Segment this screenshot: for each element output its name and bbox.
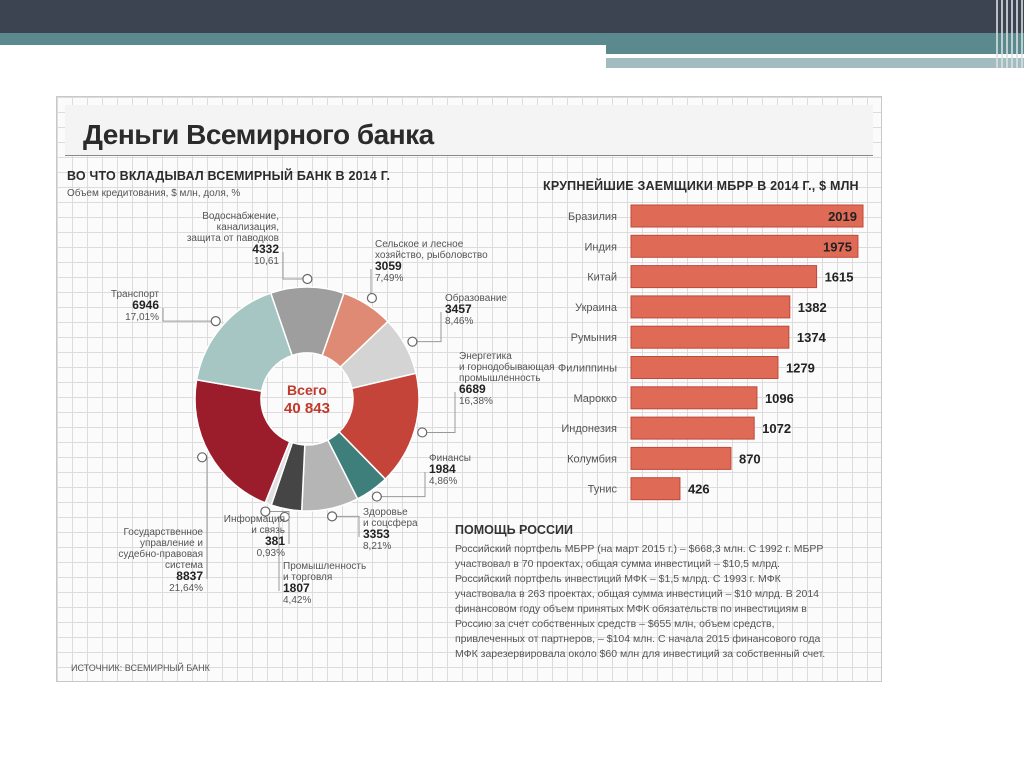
slice-label: Водоснабжение,: [202, 211, 279, 222]
slice-share: 4,42%: [283, 595, 312, 606]
bar-value-label: 426: [687, 481, 710, 497]
slice-value: 8837: [176, 569, 203, 583]
slide-accent-bar: [0, 33, 1024, 45]
slice-share: 0,93%: [256, 548, 285, 559]
slice-label: Государственное: [123, 527, 203, 538]
slice-share: 8,46%: [445, 316, 474, 327]
slice-value: 4332: [252, 242, 279, 256]
slice-value: 3059: [375, 259, 402, 273]
leader-line: [422, 392, 455, 432]
slice-label: Информация: [223, 514, 285, 525]
donut-center-label: Всего: [287, 382, 327, 398]
leader-line: [283, 252, 307, 279]
slice-value: 6946: [132, 298, 159, 312]
leader-dot: [303, 275, 312, 284]
bar-category-label: Марокко: [573, 392, 617, 405]
slice-value: 3457: [445, 302, 472, 316]
bar-category-label: Китай: [587, 271, 617, 284]
slice-share: 17,01%: [125, 312, 159, 323]
slice-label: хозяйство, рыболовство: [375, 250, 488, 261]
bar: [631, 417, 754, 439]
russia-help-line: участвовал в 70 проектах, общая сумма инвестиций – $10,5 млрд.: [455, 558, 780, 570]
donut-center-value: 40 843: [284, 400, 330, 417]
bar-value-label: 1096: [764, 390, 794, 406]
bar-value-label: 1615: [824, 269, 854, 285]
bar-value-label: 1374: [796, 330, 826, 346]
pie-section-subheading: Объем кредитования, $ млн, доля, %: [67, 188, 241, 199]
bar: [631, 296, 790, 318]
pie-section-heading: ВО ЧТО ВКЛАДЫВАЛ ВСЕМИРНЫЙ БАНК В 2014 Г.: [67, 169, 391, 183]
russia-help-line: МФК зарезервировала около $60 млн для инвестиций за собственный счет.: [455, 648, 826, 660]
slide-accent-bar-right: [606, 45, 1024, 54]
slide-corner-stripes: [996, 0, 1024, 68]
slice-value: 6689: [459, 382, 486, 396]
russia-help-line: привлеченных от партнеров, – $104 млн. С начала 2015 финансового года: [455, 633, 821, 645]
russia-help-title: ПОМОЩЬ РОССИИ: [455, 523, 573, 537]
bar-category-label: Филиппины: [557, 362, 617, 375]
infographic-card: [56, 96, 882, 682]
slice-value: 1984: [429, 462, 456, 476]
slice-label: Финансы: [429, 453, 471, 464]
slice-label: и торговля: [283, 572, 333, 583]
bar-category-label: Колумбия: [567, 453, 617, 466]
bar-category-label: Индия: [584, 241, 617, 254]
slice-label: Сельское и лесное: [375, 239, 464, 250]
slice-share: 10,61: [253, 256, 279, 267]
bar-value-label: 2019: [828, 209, 857, 224]
bar-section-heading: КРУПНЕЙШИЕ ЗАЕМЩИКИ МБРР В 2014 Г., $ МЛН: [543, 179, 859, 193]
slice-value: 3353: [363, 527, 390, 541]
bar: [631, 357, 778, 379]
bar-value-label: 870: [738, 451, 761, 467]
slice-label: система: [164, 560, 203, 571]
slice-label: Образование: [445, 293, 507, 304]
slice-label: и горнодобывающая: [459, 362, 555, 373]
leader-dot: [418, 428, 427, 437]
bar-value-label: 1279: [785, 360, 815, 376]
bar-value-label: 1975: [823, 239, 852, 255]
leader-line: [412, 312, 441, 342]
bar: [631, 326, 789, 348]
bar-value-label: 1382: [797, 299, 827, 315]
slide-top-bar: [0, 0, 1024, 33]
slice-label: судебно-правовая: [118, 549, 203, 560]
slice-label: защита от паводков: [186, 233, 279, 244]
borrowers-bar-chart: [527, 201, 877, 517]
slice-value: 381: [264, 534, 285, 548]
leader-dot: [328, 512, 337, 521]
slice-label: и связь: [251, 525, 285, 536]
bar-category-label: Тунис: [587, 483, 617, 496]
slice-share: 21,64%: [169, 583, 203, 594]
slice-label: управление и: [139, 538, 203, 549]
slice-label: Энергетика: [459, 351, 512, 362]
russia-help-line: Россию за счет собственных средств – $655 млн, объем средств,: [455, 618, 775, 630]
slice-label: канализация,: [216, 222, 279, 233]
russia-help-line: участвовала в 263 проектах, общая сумма инвестиций – $10 млрд. В 2014: [455, 588, 820, 600]
slice-share: 4,86%: [429, 476, 458, 487]
slice-label: и соцсфера: [363, 518, 418, 529]
russia-help-line: Российский портфель инвестиций МФК – $1,5 млрд. С 1993 г. МФК: [455, 573, 781, 585]
slice-label: Транспорт: [110, 289, 159, 300]
bar-category-label: Украина: [575, 301, 617, 314]
slice-label: Здоровье: [363, 507, 408, 518]
slice-share: 16,38%: [459, 396, 493, 407]
leader-dot: [408, 337, 417, 346]
slice-label: Промышленность: [283, 561, 367, 572]
bar: [631, 266, 817, 288]
bar-value-label: 1072: [762, 421, 792, 437]
leader-dot: [372, 492, 381, 501]
infographic-title: Деньги Всемирного банка: [83, 119, 434, 150]
russia-help-line: Российский портфель МБРР (на март 2015 г.) – $668,3 млн. С 1992 г. МБРР: [455, 543, 824, 555]
slice-share: 7,49%: [375, 273, 404, 284]
leader-dot: [367, 294, 376, 303]
bar-category-label: Бразилия: [567, 211, 617, 223]
russia-help-line: финансовом году объем принятых МФК обязательств по инвестициям в: [455, 603, 807, 615]
leader-dot: [198, 453, 207, 462]
bar: [631, 478, 680, 500]
bar: [631, 387, 757, 409]
leader-line: [163, 308, 216, 321]
source-note: ИСТОЧНИК: ВСЕМИРНЫЙ БАНК: [71, 663, 210, 673]
slide-accent-bar-light: [606, 58, 1024, 68]
bar: [631, 447, 731, 469]
bar-category-label: Румыния: [570, 332, 617, 345]
slice-share: 8,21%: [363, 541, 392, 552]
bar-category-label: Индонезия: [561, 423, 617, 436]
slice-value: 1807: [283, 581, 310, 595]
slice-label: промышленность: [459, 373, 541, 384]
leader-dot: [211, 317, 220, 326]
